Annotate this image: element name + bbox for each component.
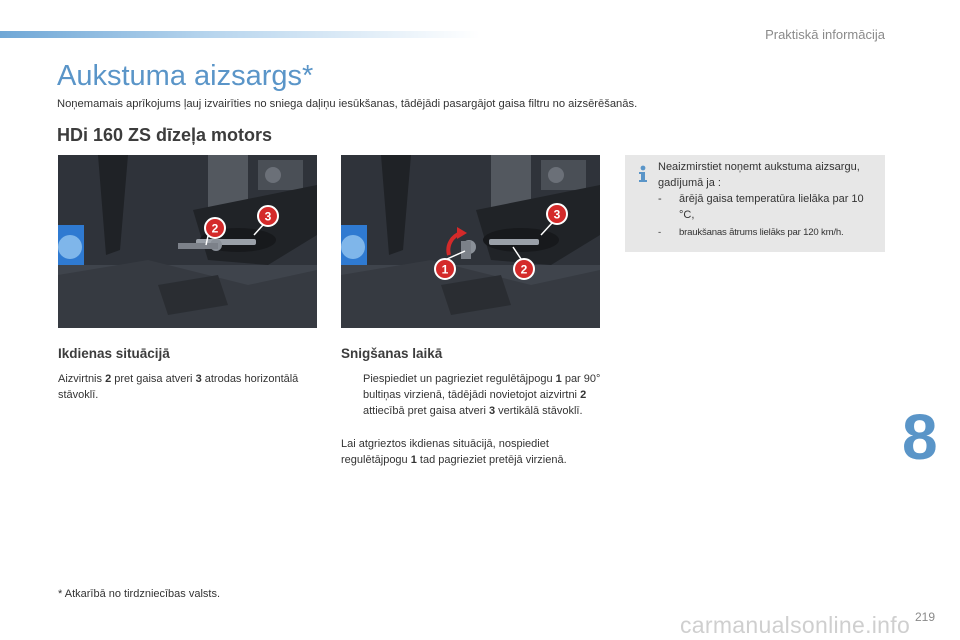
- info-icon: [636, 165, 650, 183]
- snow-situation-title: Snigšanas laikā: [341, 346, 443, 361]
- callout-badges: [341, 155, 600, 328]
- callout-label-3: 3: [264, 209, 272, 224]
- callout-badges: [58, 155, 317, 328]
- note-item: [658, 225, 880, 241]
- engine-photo-snow: [341, 155, 600, 328]
- callout-label-1: 1: [441, 262, 449, 277]
- note-dash: -: [658, 227, 661, 238]
- normal-situation-text: Aizvirtnis 2 pret gaisa atveri 3 atrodas horizontālā stāvoklī.: [58, 373, 299, 401]
- note-item-text: ārējā gaisa temperatūra lielāka par 10 °C,: [679, 193, 864, 221]
- note-title: Neaizmirstiet noņemt aukstuma aizsargu, gadījumā ja :: [658, 161, 860, 189]
- intro-text: Noņemamais aprīkojums ļauj izvairīties no sniega daļiņu iesūkšanas, tādējādi pasargājot gaisa filtru no aizsērēšanās.: [57, 98, 638, 110]
- snow-return-text: Lai atgrieztos ikdienas situācijā, nospiediet regulētājpogu 1 tad pagrieziet pretējā virzienā.: [341, 438, 567, 466]
- normal-situation-title: Ikdienas situācijā: [58, 346, 170, 361]
- chapter-number: 8: [902, 401, 938, 473]
- footnote: * Atkarībā no tirdzniecības valsts.: [58, 588, 221, 600]
- note-dash: -: [658, 193, 662, 205]
- callout-label-2: 2: [211, 221, 219, 236]
- engine-title: HDi 160 ZS dīzeļa motors: [57, 125, 273, 145]
- snow-step: Piespiediet un pagrieziet regulētājpogu 1 par 90° bultiņas virzienā, tādējādi novietojot aizvirtni 2 attiecībā pret gaisa atveri 3 vertikālā stāvoklī.: [363, 373, 601, 417]
- callout-label-3: 3: [553, 207, 561, 222]
- page-title: Aukstuma aizsargs*: [57, 60, 314, 92]
- note-item-text: braukšanas ātrums lielāks par 120 km/h.: [679, 227, 844, 238]
- header-gradient-bar: [0, 31, 480, 38]
- engine-photo-normal: [58, 155, 317, 328]
- callout-label-2: 2: [520, 262, 528, 277]
- note-item: [658, 192, 880, 223]
- page-number: 219: [915, 610, 936, 624]
- watermark: carmanualsonline.info: [680, 612, 911, 638]
- info-note-box: [625, 155, 885, 252]
- section-name: Praktiskā informācija: [765, 27, 885, 42]
